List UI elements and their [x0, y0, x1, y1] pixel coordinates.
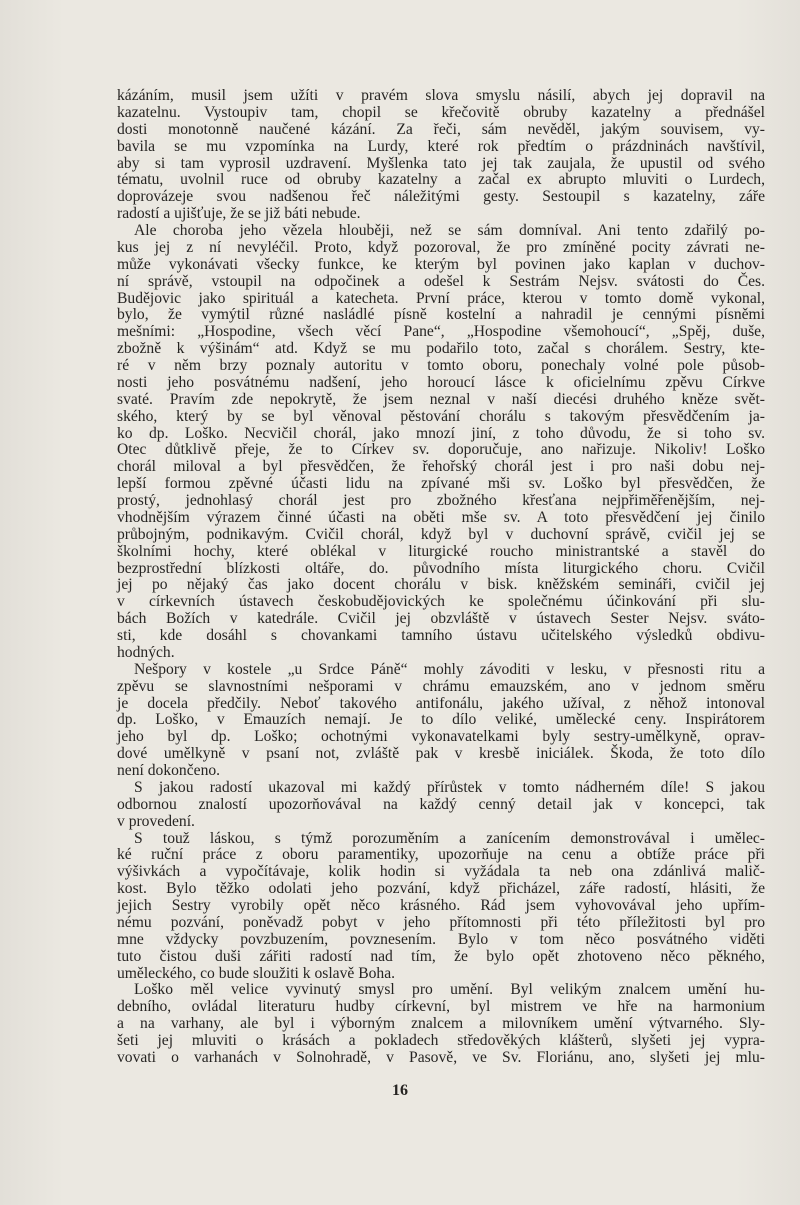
text-line: uměleckého, co bude sloužiti k oslavě Boha.: [117, 964, 396, 982]
text-line: dp. Loško, v Emauzích nemají. Je to dílo veliké, umělecké ceny. Inspirátorem: [117, 711, 765, 729]
text-line: jejich Sestry vyrobily opět něco krásného. Rád jsem vyhovovával jeho upřím-: [117, 897, 765, 914]
paragraph-first-line: Nešpory v kostele „u Srdce Páně“ mohly závoditi v lesku, v přesnosti ritu a: [134, 660, 765, 678]
text-line: dosti monotonně naučené kázání. Za řeči, sám nevěděl, jakým souvisem, vy-: [117, 120, 765, 138]
text-line: sti, kde dosáhl s chovankami tamního ústavu učitelského výsledků obdivu-: [117, 627, 765, 644]
paragraph-first-line: Ale choroba jeho vězela hlouběji, než se sám domníval. Ani tento zdařilý po-: [134, 222, 765, 239]
text-line: hodných.: [117, 643, 175, 661]
paragraph-first-line: S touž láskou, s týmž porozuměním a zanícením demonstrovával i umělec-: [134, 829, 765, 847]
text-line: je docela předčily. Neboť takového antifonálu, jakého užíval, z něhož intonoval: [117, 694, 765, 712]
text-line: výšivkách a vypočítávaje, kolik hodin si vyžádala ta neb ona zdánlivá malič-: [117, 863, 765, 881]
text-line: jeho byl dp. Loško; ochotnými vykonavatelkami byly sestry-umělkyně, oprav-: [117, 728, 765, 746]
text-line: zpěvu se slavnostními nešporami v chrámu emauzském, ano v jednom směru: [117, 677, 765, 695]
text-line: chorál miloval a byl přesvědčen, že řehořský chorál jest i pro naši dobu nej-: [117, 458, 765, 476]
text-line: ké ruční práce z oboru paramentiky, upozorňuje na cenu a obtíže práce při: [117, 846, 765, 864]
text-line: šeti jej mluviti o krásách a pokladech středověkých klášterů, slyšeti jej vypra-: [117, 1032, 765, 1049]
text-line: tuto čistou duši zářiti radostí nad tím, že bylo opět zhotoveno něco pěkného,: [117, 947, 765, 965]
text-line: bavila se mu vzpomínka na Lurdy, které rok předtím o prázdninách navštívil,: [117, 137, 765, 155]
text-line: může vykonávati všecky funkce, ke kterým byl povinen jako kaplan v duchov-: [117, 255, 765, 273]
paragraph-first-line: S jakou radostí ukazoval mi každý přírůstek v tomto nádherném díle! S jakou: [134, 778, 765, 796]
paragraph-first-line: Loško měl velice vyvinutý smysl pro umění. Byl velikým znalcem umění hu-: [134, 981, 765, 999]
text-line: svaté. Pravím zde nepokrytě, že jsem neznal v naší diecési druhého kněze svět-: [117, 390, 765, 408]
text-line: ní správě, vstoupil na odpočinek a odešel k Sestrám Nejsv. svátosti do Čes.: [117, 272, 765, 290]
text-line: radostí a ujišťuje, že se již báti nebude.: [117, 205, 361, 223]
text-line: kazatelnu. Vystoupiv tam, chopil se křečovitě obruby kazatelny a přednášel: [117, 103, 765, 121]
text-line: mne vždycky povzbuzením, povznesením. Bylo v tom něco posvátného viděti: [117, 930, 765, 948]
text-line: kázáním, musil jsem užíti v pravém slova smyslu násilí, abych jej dopravil na: [117, 87, 765, 104]
text-line: odbornou znalostí upozorňovával na každý cenný detail jak v koncepci, tak: [117, 795, 765, 813]
text-line: bách Božích v katedrále. Cvičil jej obzvláště v ústavech Sester Nejsv. sváto-: [117, 610, 765, 628]
text-line: vhodnějším výrazem činné účasti na oběti mše sv. A toto přesvědčení jej činilo: [117, 508, 765, 526]
text-line: mešními: „Hospodine, všech věcí Pane“, „Hospodine všemohoucí“, „Spěj, duše,: [117, 323, 765, 341]
text-line: kus jej z ní nevyléčil. Proto, když pozoroval, že pro zmíněné pocity závrati ne-: [117, 238, 765, 256]
text-line: debního, ovládal literaturu hudby církevní, byl mistrem ve hře na harmonium: [117, 998, 765, 1016]
text-line: ko dp. Loško. Necvičil chorál, jako mnozí jiní, z toho důvodu, že si toho sv.: [117, 424, 765, 442]
text-line: vovati o varhanách v Solnohradě, v Pasově, ve Sv. Floriánu, ano, slyšeti jej mlu-: [117, 1048, 765, 1066]
text-line: jej po nějaký čas jako docent chorálu v bisk. kněžském semináři, cvičil jej: [117, 576, 765, 594]
page-number: 16: [392, 1082, 408, 1099]
text-line: nosti jeho posvátnému nadšení, jeho horoucí lásce k oficielnímu zpěvu Církve: [117, 373, 765, 391]
text-line: prostý, jednohlasý chorál jest pro zbožného křesťana nejpřiměřenějším, nej-: [117, 492, 765, 509]
text-line: bezprostřední blízkosti oltáře, do. původního místa liturgického choru. Cvičil: [117, 559, 765, 577]
text-line: zbožně k výšinám“ atd. Když se mu podařilo toto, začal s chorálem. Sestry, kte-: [117, 340, 765, 358]
text-line: nému pozvání, poněvadž pobyt v jeho přítomnosti při této příležitosti byl pro: [117, 913, 765, 931]
text-line: tématu, uvolnil ruce od obruby kazatelny a začal ex abrupto mluviti o Lurdech,: [117, 171, 765, 189]
text-line: není dokončeno.: [117, 762, 221, 779]
text-line: kost. Bylo těžko odolati jeho pozvání, když přicházel, záře radostí, hlásiti, že: [117, 880, 765, 898]
text-line: dové umělkyně v psaní not, zvláště pak v kresbě iniciálek. Škoda, že toto dílo: [117, 745, 765, 763]
text-line: školními hochy, které oblékal v liturgické roucho ministrantské a stavěl do: [117, 542, 765, 560]
text-line: bylo, že vymýtil různé nasládlé písně kostelní a nahradil je cennými písněmi: [117, 306, 765, 324]
text-line: aby si tam vyprosil uzdravení. Myšlenka tato jej tak zaujala, že upustil od svého: [117, 154, 765, 172]
text-line: ského, který by se byl věnoval pěstování chorálu s takovým přesvědčením ja-: [117, 407, 765, 425]
text-line: v provedení.: [117, 812, 195, 830]
text-line: a na varhany, ale byl i výborným znalcem a milovníkem umění výtvarného. Sly-: [117, 1015, 765, 1033]
text-line: průbojným, podnikavým. Cvičil chorál, když byl v duchovní správě, cvičil jej se: [117, 525, 765, 543]
text-line: doprovázeje svou nadšenou řeč náležitými gesty. Sestoupil s kazatelny, záře: [117, 188, 765, 206]
text-line: ré v něm brzy poznaly autoritu v tomto oboru, ponechaly volné pole působ-: [117, 357, 765, 374]
text-line: Budějovic jako spirituál a katecheta. První práce, kterou v tomto domě vykonal,: [117, 289, 765, 307]
text-line: v církevních ústavech českobudějovických ke společnému účinkování při slu-: [117, 593, 765, 611]
text-line: lepší formou zpěvné účasti lidu na zpívané mši sv. Loško byl přesvědčen, že: [117, 475, 765, 493]
body-text: [117, 88, 765, 1067]
text-line: Otec důtklivě přeje, že to Církev sv. doporučuje, ano nařizuje. Nikoliv! Loško: [117, 441, 765, 459]
